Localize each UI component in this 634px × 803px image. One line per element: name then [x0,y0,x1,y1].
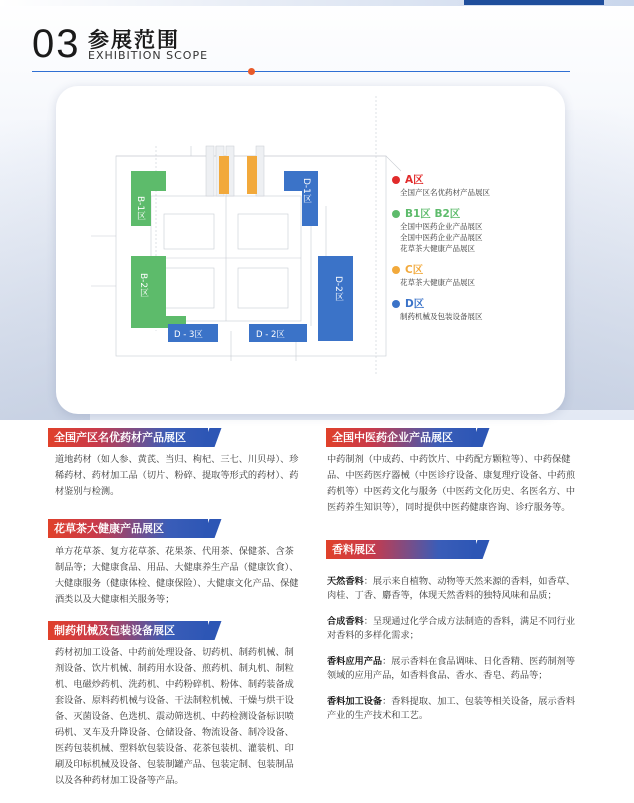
zone-b2-shape-a [131,256,166,324]
spice-label: 合成香料 [327,616,364,627]
legend-item: 花草茶大健康产品展区 [400,278,475,287]
zone-c-shape-a [219,156,229,194]
section-machinery-title [48,621,208,640]
section-spice-title-text: 香料展区 [332,543,376,556]
legend-dot-d [392,300,400,308]
spice-text: ：展示来自植物、动物等天然来源的香料，如香草、肉桂、丁香、麝香等，体现天然香料的独特风味和品质； [327,576,576,601]
section-enterprise-body: 中药制剂（中成药、中药饮片、中药配方颗粒等）、中药保健品、中医药医疗器械（中医诊疗设备、康复理疗设备、中药煎药机等）中医药文化与服务（中医药文化历史、名医名方、中医药养生知识等），同时提供中医药健康咨询、诊疗服务等。 [327,454,576,513]
legend-dot-c [392,266,400,274]
spice-text: ：香料提取、加工、包装等相关设备，展示香料产业的生产技术和工艺。 [327,696,576,721]
zone-d2b-label: D - 2区 [256,330,285,340]
title-tail [203,519,222,538]
spice-item-equipment [327,695,579,723]
page-subtitle: EXHIBITION SCOPE [88,49,209,62]
legend-title-a: A区 [405,174,424,186]
spice-text: ：展示香料在食品调味、日化香精、医药制剂等领域的应用产品，如香料食品、香水、香皂、药品等； [327,656,576,681]
decor-right [554,110,634,410]
legend-dot-a [392,176,400,184]
spice-text: ：呈现通过化学合成方法制造的香料，满足不同行业对香料的多样化需求； [327,616,576,641]
spice-label: 香料加工设备 [327,696,383,707]
legend-item: 全国中医药企业产品展区 [400,233,483,242]
zone-b2-label: B-2区 [138,273,148,298]
spice-label: 香料应用产品 [327,656,383,667]
section-number: 03 [32,22,81,66]
spice-label: 天然香料 [327,576,364,587]
section-herbs-title [48,428,208,447]
title-tail [471,540,490,559]
zone-d3-label: D - 3区 [174,330,203,340]
zone-c-shape-b [247,156,257,194]
section-machinery-title-text: 制药机械及包装设备展区 [54,624,175,637]
legend-title-c: C区 [405,264,424,276]
page-title: 参展范围 [88,28,180,52]
header-dot [248,68,255,75]
section-enterprise-title [326,428,476,447]
legend-item: 全国产区名优药材产品展区 [400,188,490,197]
legend-item: 全国中医药企业产品展区 [400,222,483,231]
legend-title-b: B1区 B2区 [405,208,461,220]
zone-d1-label: D-1区 [301,178,311,203]
section-enterprise-title-text: 全国中医药企业产品展区 [332,431,453,444]
section-herbs-title-text: 全国产区名优药材产品展区 [54,431,186,444]
section-herbs-body: 道地药材（如人参、黄芪、当归、枸杞、三七、川贝母）、珍稀药材、药材加工品（切片、粉碎、提取等形式的药材）、药材鉴别与检测。 [55,454,299,497]
legend-group-a [392,172,552,198]
legend-item: 制药机械及包装设备展区 [400,312,483,321]
zone-b1-label: B-1区 [135,196,145,221]
header-divider [32,71,570,72]
legend-title-d: D区 [405,298,425,310]
title-tail [203,428,222,447]
section-spice-title [326,540,476,559]
legend-group-c [392,262,552,288]
section-spice-body [327,575,579,735]
spice-item-synthetic [327,615,579,643]
map-legend [392,172,552,330]
section-machinery-body: 药材初加工设备、中药前处理设备、切药机、制药机械、制剂设备、饮片机械、制药用水设备、煎药机、制丸机、制粒机、电磁炒药机、洗药机、中药粉碎机、粉体、制药装备成套设备、原料药机械与设备、干法制粒机械、干燥与烘干设备、灭菌设备、色选机、震动筛选机、中药检测设备标识喷码机、叉车及升降设备、仓储设备、物流设备、制冷设备、医药包装机械、塑料软包装设备、花茶包装机、灌装机、印刷及印标机械及设备、包装制罐产品、包装定制、包装制品以及各种药材加工设备等产品。 [55,647,294,786]
legend-dot-b [392,210,400,218]
section-tea-title-text: 花草茶大健康产品展区 [54,522,164,535]
title-tail [471,428,490,447]
section-tea-title [48,519,208,538]
legend-item: 花草茶大健康产品展区 [400,244,475,253]
legend-group-d [392,296,552,322]
legend-group-b [392,206,552,254]
top-accent-blue [464,0,604,5]
spice-item-natural [327,575,579,603]
title-tail [203,621,222,640]
section-tea-body: 单方花草茶、复方花草茶、花果茶、代用茶、保健茶、含茶制品等；大健康食品、用品、大健康养生产品（健康饮食）、大健康服务（健康体检、健康保险）、大健康文化产品、保健酒类以及大健康相关服务等； [55,546,299,605]
zone-d2-label: D-2区 [333,276,343,301]
spice-item-applications [327,655,579,683]
